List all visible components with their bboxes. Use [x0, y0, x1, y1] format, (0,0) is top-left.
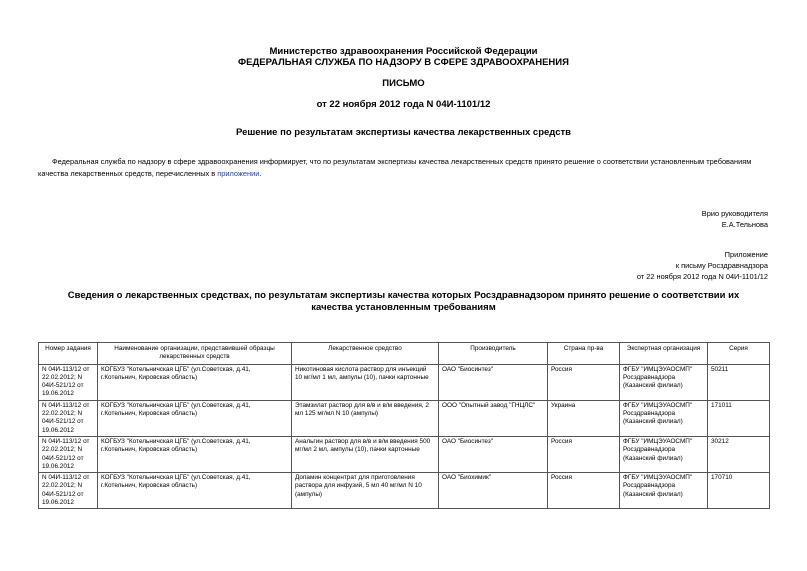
cell-series: 171011	[708, 400, 770, 436]
appendix-block	[637, 249, 768, 282]
appendix-letter: к письму Росздравнадзора	[675, 261, 768, 270]
cell-organization: КОГБУЗ "Котельничская ЦГБ" (ул.Советская, д.41, г.Котельнич, Кировская область)	[98, 473, 292, 509]
column-header-drug: Лекарственное средство	[292, 343, 439, 365]
intro-end: .	[259, 168, 262, 178]
table-title: Сведения о лекарственных средствах, по результатам экспертизы качества которых Росздравнадзором принято решение о соответствии их качества установленным требованиям	[67, 290, 740, 313]
cell-manufacturer: ОАО "Биосинтез"	[439, 364, 548, 400]
table-row	[39, 473, 770, 509]
cell-manufacturer: ОАО "Биосинтез"	[439, 436, 548, 472]
intro-text: Федеральная служба по надзору в сфере здравоохранения информирует, что по результатам экспертизы качества лекарственных средств принято решение о соответствии установленным требованиям качества лекарственных средств, перечисленных в	[38, 157, 752, 178]
signature-block	[702, 208, 768, 230]
cell-task: N 04И-113/12 от 22.02.2012; N 04И-521/12 от 19.06.2012	[39, 436, 98, 472]
ministry-title: Министерство здравоохранения Российской Федерации	[269, 46, 538, 57]
cell-organization: КОГБУЗ "Котельничская ЦГБ" (ул.Советская, д.41, г.Котельнич, Кировская область)	[98, 400, 292, 436]
cell-task: N 04И-113/12 от 22.02.2012; N 04И-521/12 от 19.06.2012	[39, 400, 98, 436]
cell-task: N 04И-113/12 от 22.02.2012; N 04И-521/12 от 19.06.2012	[39, 364, 98, 400]
column-header-manufacturer: Производитель	[439, 343, 548, 365]
cell-series: 50211	[708, 364, 770, 400]
table-header-row	[39, 343, 770, 365]
service-title: ФЕДЕРАЛЬНАЯ СЛУЖБА ПО НАДЗОРУ В СФЕРЕ ЗДРАВООХРАНЕНИЯ	[238, 57, 569, 68]
cell-series: 170710	[708, 473, 770, 509]
cell-drug: Анальгин раствор для в/в и в/м введения 500 мг/мл 2 мл, ампулы (10), пачки картонные	[292, 436, 439, 472]
cell-organization: КОГБУЗ "Котельничская ЦГБ" (ул.Советская, д.41, г.Котельнич, Кировская область)	[98, 364, 292, 400]
document-date-number: от 22 ноября 2012 года N 04И-1101/12	[316, 99, 491, 110]
cell-expert: ФГБУ "ИМЦЭУАОСМП" Росздравнадзора (Казанский филиал)	[620, 400, 708, 436]
appendix-label: Приложение	[724, 250, 768, 259]
table-row	[39, 436, 770, 472]
document-type: ПИСЬМО	[382, 78, 425, 89]
intro-paragraph	[38, 156, 768, 179]
cell-drug: Этамзилат раствор для в/в и в/м введения, 2 мл 125 мг/мл N 10 (ампулы)	[292, 400, 439, 436]
cell-drug: Допамин концентрат для приготовления раствора для инфузий, 5 мл 40 мг/мл N 10 (ампулы)	[292, 473, 439, 509]
cell-expert: ФГБУ "ИМЦЭУАОСМП" Росздравнадзора (Казанский филиал)	[620, 364, 708, 400]
document-subject: Решение по результатам экспертизы качества лекарственных средств	[236, 127, 571, 138]
cell-expert: ФГБУ "ИМЦЭУАОСМП" Росздравнадзора (Казанский филиал)	[620, 473, 708, 509]
column-header-task: Номер задания	[39, 343, 98, 365]
column-header-organization: Наименование организации, представившей образцы лекарственных средств	[98, 343, 292, 365]
cell-country: Россия	[548, 436, 620, 472]
cell-manufacturer: ООО "Опытный завод "ГНЦЛС"	[439, 400, 548, 436]
signature-position: Врио руководителя	[701, 209, 768, 218]
drug-quality-table	[38, 342, 770, 509]
column-header-expert: Экспертная организация	[620, 343, 708, 365]
cell-organization: КОГБУЗ "Котельничская ЦГБ" (ул.Советская, д.41, г.Котельнич, Кировская область)	[98, 436, 292, 472]
table-row	[39, 364, 770, 400]
column-header-series: Серия	[708, 343, 770, 365]
cell-manufacturer: ОАО "Биохимик"	[439, 473, 548, 509]
signature-name: Е.А.Тельнова	[721, 220, 768, 229]
appendix-link[interactable]: приложении	[217, 168, 260, 178]
cell-expert: ФГБУ "ИМЦЭУАОСМП" Росздравнадзора (Казанский филиал)	[620, 436, 708, 472]
cell-task: N 04И-113/12 от 22.02.2012; N 04И-521/12 от 19.06.2012	[39, 473, 98, 509]
cell-country: Россия	[548, 473, 620, 509]
table-row	[39, 400, 770, 436]
cell-series: 30212	[708, 436, 770, 472]
cell-country: Россия	[548, 364, 620, 400]
cell-drug: Никотиновая кислота раствор для инъекций 10 мг/мл 1 мл, ампулы (10), пачки картонные	[292, 364, 439, 400]
cell-country: Украина	[548, 400, 620, 436]
appendix-date: от 22 ноября 2012 года N 04И-1101/12	[636, 272, 768, 281]
column-header-country: Страна пр-ва	[548, 343, 620, 365]
